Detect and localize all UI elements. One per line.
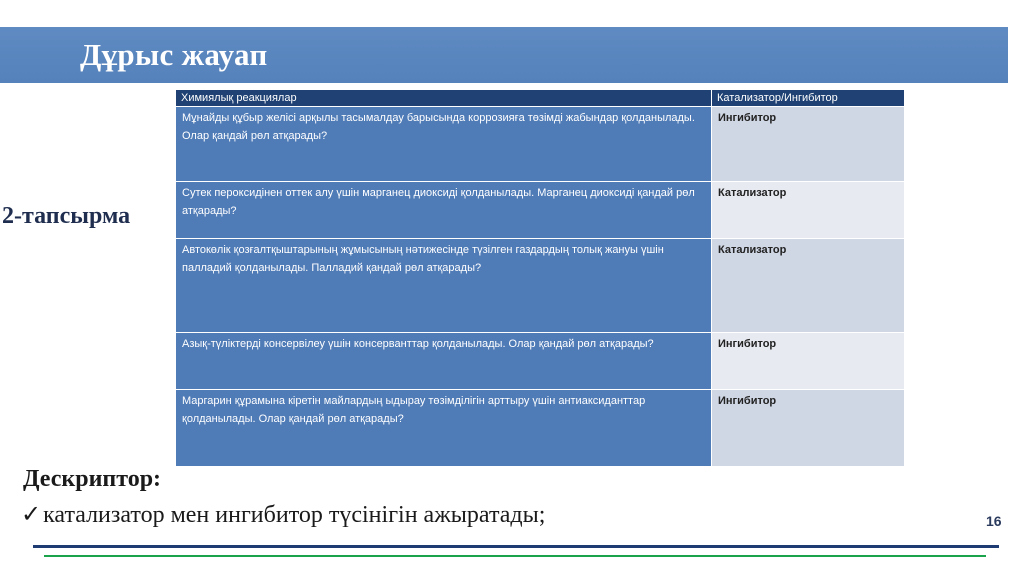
reaction-cell: Сутек пероксидінен оттек алу үшін марганец диоксиді қолданылады. Марганец диоксиді қандай рөл атқарады?	[176, 182, 712, 239]
table-row	[176, 107, 905, 182]
reaction-cell: Автокөлік қозғалтқыштарының жұмысының нәтижесінде түзілген газдардың толық жануы үшін палладий қолданылады. Палладий қандай рөл атқарады?	[176, 239, 712, 333]
footer-divider-blue	[33, 545, 999, 548]
header-reactions: Химиялық реакциялар	[176, 90, 712, 107]
answer-cell: Ингибитор	[712, 333, 905, 390]
answer-cell: Ингибитор	[712, 390, 905, 467]
slide-title: Дұрыс жауап	[80, 37, 268, 72]
reactions-table	[175, 89, 905, 467]
answer-cell: Катализатор	[712, 182, 905, 239]
reaction-cell: Азық-түліктерді консервілеу үшін консерванттар қолданылады. Олар қандай рөл атқарады?	[176, 333, 712, 390]
footer-divider-green	[44, 555, 986, 557]
descriptor-item-text: катализатор мен ингибитор түсінігін ажыратады;	[43, 502, 546, 528]
check-icon: ✓	[21, 502, 42, 528]
table-row	[176, 390, 905, 467]
descriptor-title: Дескриптор:	[23, 466, 162, 492]
header-catalyst-inhibitor: Катализатор/Ингибитор	[712, 90, 905, 107]
answer-cell: Катализатор	[712, 239, 905, 333]
table-row	[176, 182, 905, 239]
reaction-cell: Мұнайды құбыр желісі арқылы тасымалдау барысында коррозияға төзімді жабындар қолданылады. Олар қандай рөл атқарады?	[176, 107, 712, 182]
task-label: 2-тапсырма	[2, 203, 131, 229]
descriptor-item	[21, 500, 545, 529]
page-number: 16	[986, 513, 1002, 529]
answer-cell: Ингибитор	[712, 107, 905, 182]
table-header-row	[176, 90, 905, 107]
table-row	[176, 333, 905, 390]
reaction-cell: Маргарин құрамына кіретін майлардың ыдырау төзімділігін арттыру үшін антиаксиданттар қолданылады. Олар қандай рөл атқарады?	[176, 390, 712, 467]
table-row	[176, 239, 905, 333]
